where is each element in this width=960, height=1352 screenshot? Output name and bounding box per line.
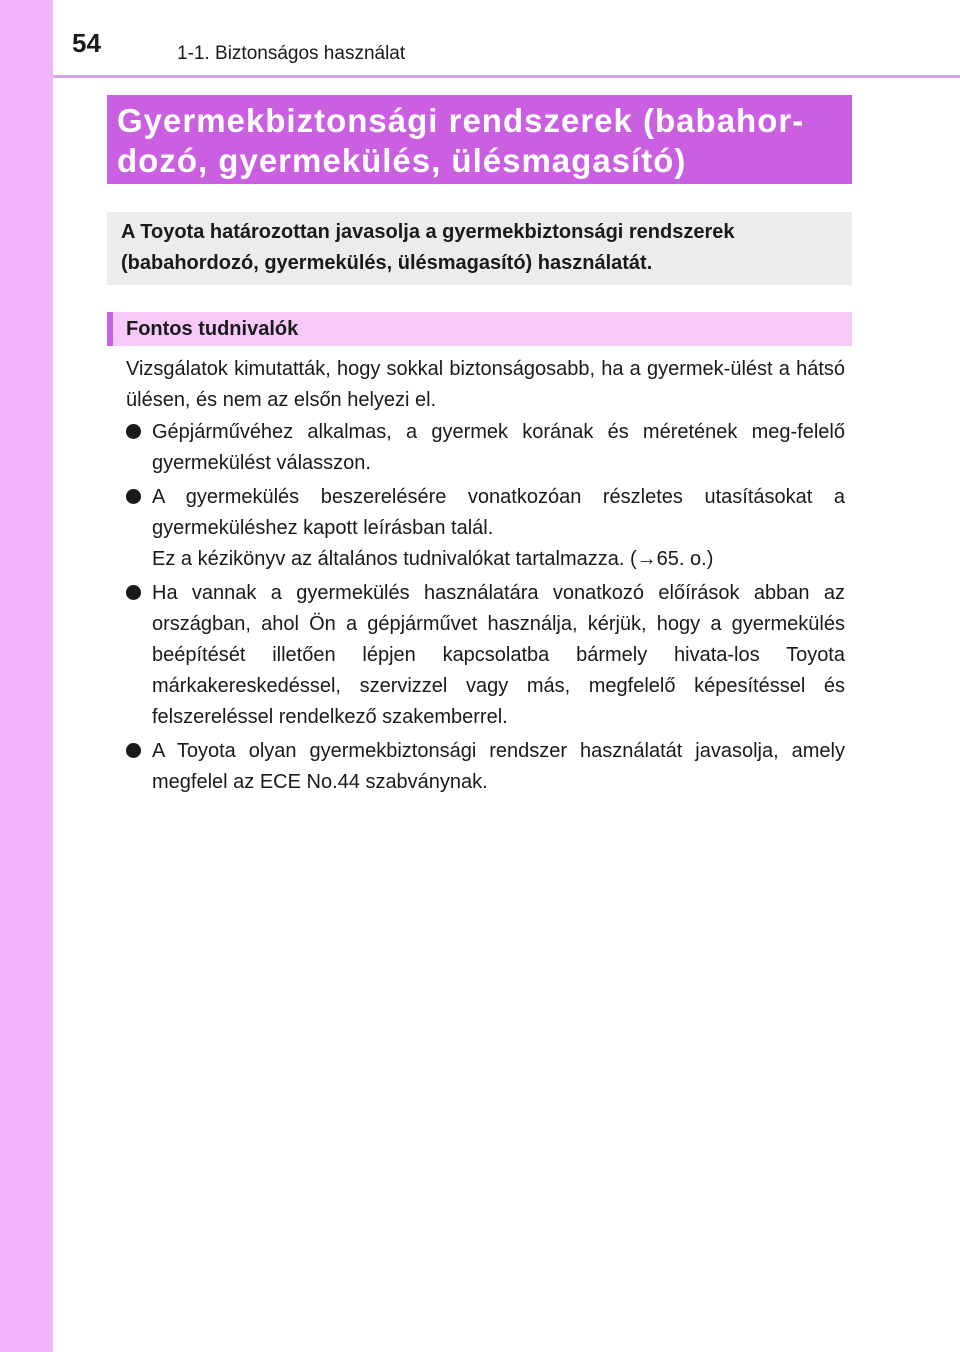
bullet-item-1 [126,417,845,479]
section-title-box [107,95,852,184]
section-title-line-1: Gyermekbiztonsági rendszerek (babahor- [117,102,805,139]
notes-paragraph: Vizsgálatok kimutatták, hogy sokkal biztonságosabb, ha a gyermek-ülést a hátsó ülésen, és nem az elsőn helyezi el. [126,358,845,411]
bullet-item-2 [126,482,845,575]
bullet-dot-icon [126,489,141,504]
important-notes-title: Fontos tudnivalók [126,318,299,340]
bullet-text-2-reference: Ez a kézikönyv az általános tudnivalókat tartalmazza. (→65. o.) [152,548,714,570]
bullet-text-2-main: A gyermekülés beszerelésére vonatkozóan részletes utasításokat a gyermeküléshez kapott leírásban talál. [152,486,845,539]
bullet-dot-icon [126,743,141,758]
intro-line-2: (babahordozó, gyermekülés, ülésmagasító) használatát. [121,252,653,274]
bullet-text-2 [152,482,845,575]
section-reference: 1-1. Biztonságos használat [177,43,406,64]
bullet-text-1: Gépjárművéhez alkalmas, a gyermek korának és méretének meg-felelő gyermekülést válasszon. [152,421,845,474]
bullet-dot-icon [126,585,141,600]
bullet-item-3 [126,578,845,733]
intro-summary-box [107,212,852,285]
section-title-line-2: dozó, gyermekülés, ülésmagasító) [117,142,687,179]
side-tab-strip [0,0,53,1352]
bullet-text-3: Ha vannak a gyermekülés használatára vonatkozó előírások abban az országban, ahol Ön a gépjárművet használja, kérjük, hogy a gyermekülés beépítését illetően lépjen kapcsolatba bármely hivata-los Toyota márkakereskedéssel, szervizzel vagy más, megfelelő képesítéssel és felszereléssel rendelkező szakemberrel. [152,582,845,728]
intro-line-1: A Toyota határozottan javasolja a gyermekbiztonsági rendszerek [121,221,735,243]
header-divider [53,75,960,78]
bullet-item-4 [126,736,845,798]
bullet-text-4: A Toyota olyan gyermekbiztonsági rendszer használatát javasolja, amely megfelel az ECE No.44 szabványnak. [152,740,845,793]
important-notes-header [107,312,852,346]
bullet-dot-icon [126,424,141,439]
page-number: 54 [72,28,101,58]
note-accent-bar [107,312,113,346]
